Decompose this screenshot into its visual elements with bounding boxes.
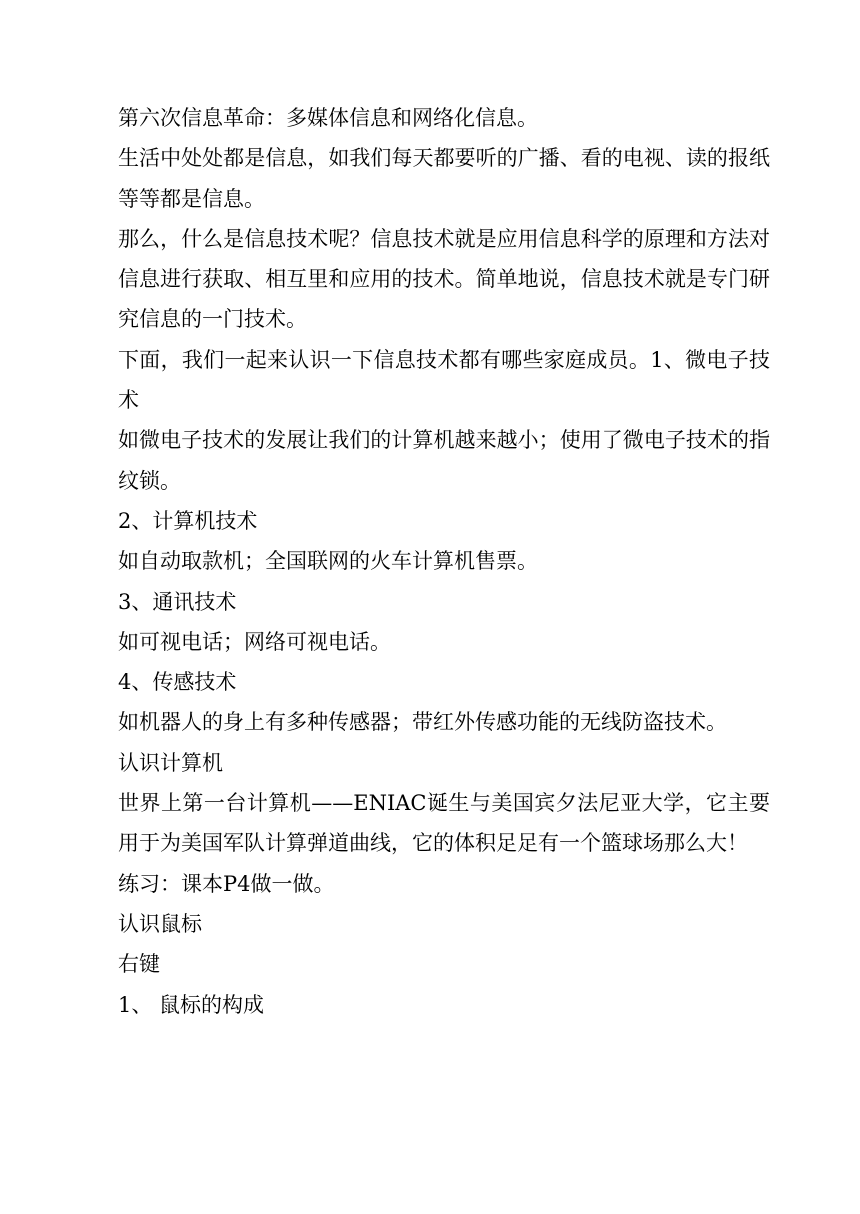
paragraph-computer-example: 如自动取款机；全国联网的火车计算机售票。 [118,549,538,574]
heading-know-computer: 认识计算机 [118,750,223,775]
paragraph-communication-example: 如可视电话；网络可视电话。 [118,629,391,654]
heading-mouse-structure: 1、 鼠标的构成 [118,992,265,1017]
heading-computer-technology: 2、计算机技术 [118,508,258,533]
paragraph-what-is-it: 那么，什么是信息技术呢？信息技术就是应用信息科学的原理和方法对信息进行获取、相互里和应用的技术。简单地说，信息技术就是专门研究信息的一门技术。 [118,226,770,332]
heading-know-mouse: 认识鼠标 [118,911,202,936]
paragraph-information-everywhere: 生活中处处都是信息，如我们每天都要听的广播、看的电视、读的报纸等等都是信息。 [118,146,770,211]
paragraph-sensor-example: 如机器人的身上有多种传感器；带红外传感功能的无线防盗技术。 [118,710,727,735]
paragraph-microelectronics-example: 如微电子技术的发展让我们的计算机越来越小；使用了微电子技术的指纹锁。 [118,428,770,493]
heading-communication-technology: 3、通讯技术 [118,589,237,614]
paragraph-information-revolution: 第六次信息革命：多媒体信息和网络化信息。 [118,106,538,130]
document-body [118,98,770,1025]
paragraph-family-members: 下面，我们一起来认识一下信息技术都有哪些家庭成员。1、微电子技术 [118,347,770,413]
label-right-button: 右键 [118,952,160,977]
heading-sensor-technology: 4、传感技术 [118,670,237,695]
paragraph-eniac: 世界上第一台计算机——ENIAC诞生与美国宾夕法尼亚大学，它主要用于为美国军队计算弹道曲线，它的体积足足有一个篮球场那么大！ [118,791,770,856]
paragraph-exercise: 练习：课本P4做一做。 [118,871,335,896]
